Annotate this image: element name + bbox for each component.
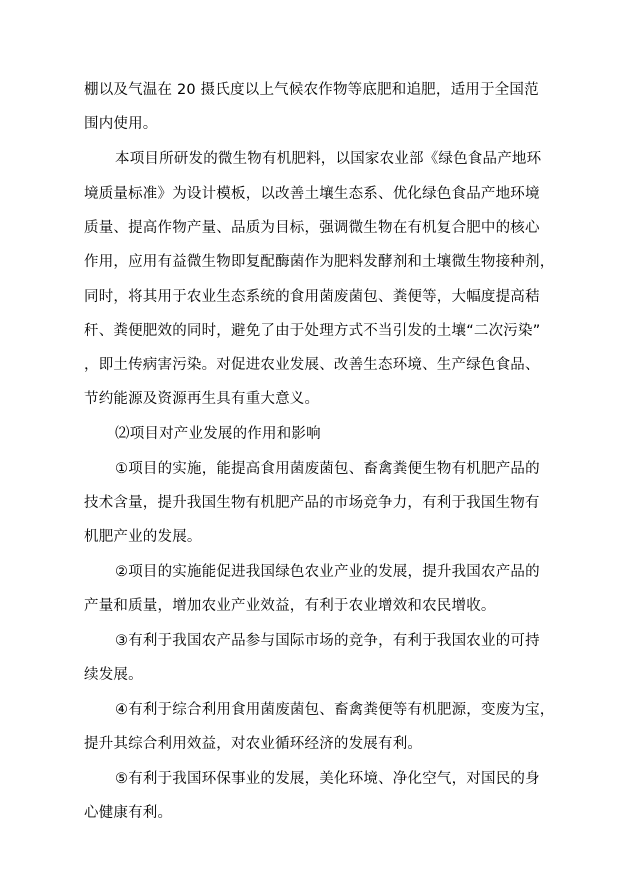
text-line: 境质量标准》为设计模板，以改善土壤生态系、优化绿色食品产地环境: [84, 186, 540, 202]
list-item-1-line: ①项目的实施，能提高食用菌废菌包、畜禽粪便生物有机肥产品的: [115, 461, 540, 477]
text-line: 作用，应用有益微生物即复配酶菌作为肥料发酵剂和土壤微生物接种剂，: [84, 254, 555, 270]
list-item-4-line: ④有利于综合利用食用菌废菌包、畜禽粪便等有机肥源，变废为宝，: [115, 702, 555, 718]
text-line: 心健康有利。: [84, 805, 173, 821]
paragraph-start-line: 本项目所研发的微生物有机肥料，以国家农业部《绿色食品产地环: [115, 151, 542, 167]
list-item-2-line: ②项目的实施能促进我国绿色农业产业的发展，提升我国农产品的: [115, 564, 540, 580]
text-line: 产量和质量，增加农业产业效益，有利于农业增效和农民增收。: [84, 598, 496, 614]
text-line: 秆、粪便肥效的同时，避免了由于处理方式不当引发的土壤“二次污染”: [84, 323, 541, 339]
list-item-5-line: ⑤有利于我国环保事业的发展，美化环境、净化空气，对国民的身: [115, 771, 540, 787]
text-line: 质量、提高作物产量、品质为目标，强调微生物在有机复合肥中的核心: [84, 220, 540, 236]
text-line: 节约能源及资源再生具有重大意义。: [84, 391, 320, 407]
text-line: 续发展。: [84, 667, 143, 683]
text-line: 机肥产业的发展。: [84, 529, 202, 545]
text-line: 提升其综合利用效益，对农业循环经济的发展有利。: [84, 736, 423, 752]
text-line: ，即土传病害污染。对促进农业发展、改善生态环境、生产绿色食品、: [84, 357, 540, 373]
section-heading: ⑵项目对产业发展的作用和影响: [115, 426, 321, 442]
text-line: 围内使用。: [84, 116, 158, 132]
list-item-3-line: ③有利于我国农产品参与国际市场的竞争，有利于我国农业的可持: [115, 633, 540, 649]
text-line: 同时，将其用于农业生态系统的食用菌废菌包、粪便等，大幅度提高秸: [84, 289, 540, 305]
text-line: 棚以及气温在 20 摄氏度以上气候农作物等底肥和追肥，适用于全国范: [84, 82, 539, 98]
text-line: 技术含量，提升我国生物有机肥产品的市场竞争力，有利于我国生物有: [84, 495, 540, 511]
